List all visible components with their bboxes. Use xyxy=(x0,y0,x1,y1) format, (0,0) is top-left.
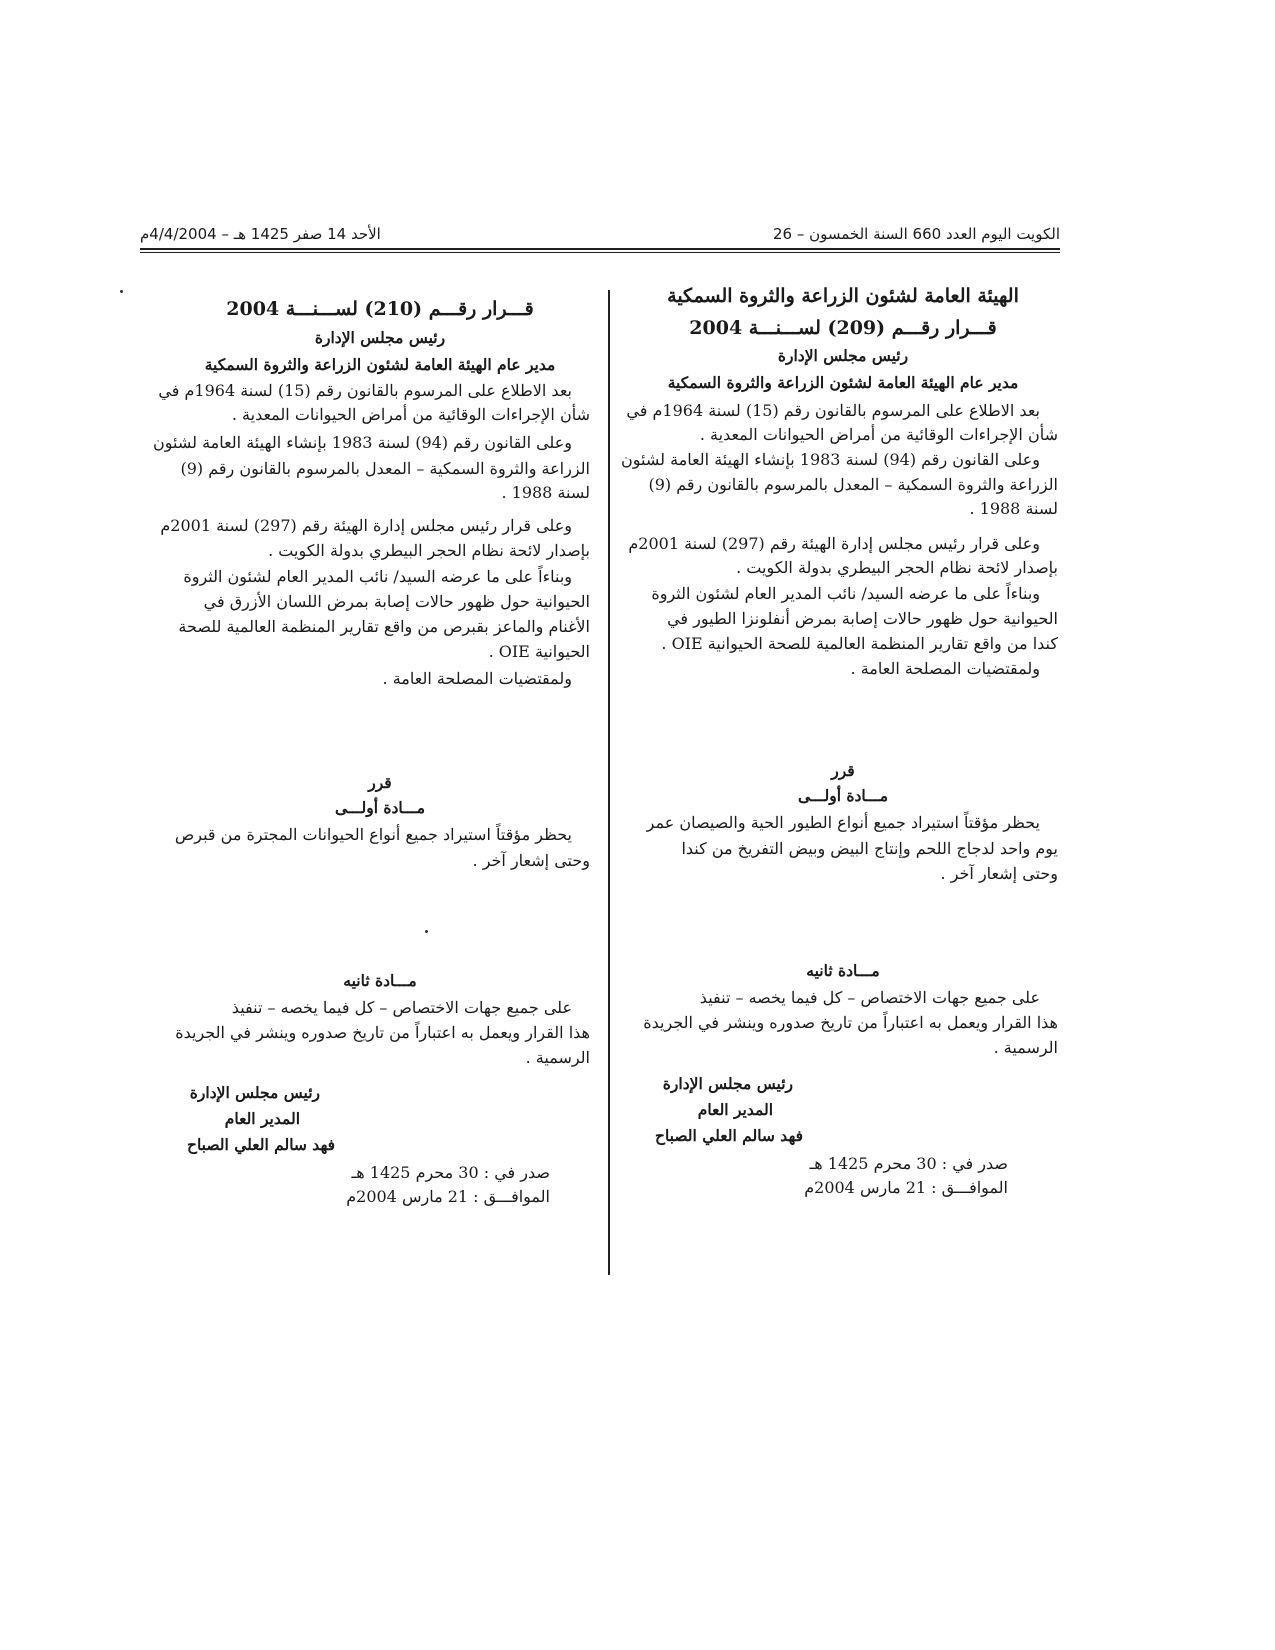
signature-role: المدير العام xyxy=(697,1100,773,1119)
header-rule xyxy=(140,248,1060,250)
gazette-date-header: الأحد 14 صفر 1425 هـ – 4/4/2004م xyxy=(140,225,381,243)
preamble-line: وعلى القانون رقم (94) لسنة 1983 بإنشاء الهيئة العامة لشئون xyxy=(620,450,1040,469)
article-1-line: يحظر مؤقتاً استيراد جميع أنواع الحيوانات المجترة من قبرص xyxy=(174,825,572,844)
preamble-line: وبناءاً على ما عرضه السيد/ نائب المدير العام لشئون الثروة xyxy=(651,584,1040,603)
chairman-line: رئيس مجلس الإدارة xyxy=(314,328,446,347)
article-1-line: وحتى إشعار آخر . xyxy=(940,864,1058,883)
signature-title: رئيس مجلس الإدارة xyxy=(189,1083,320,1102)
preamble-line: الحيوانية حول ظهور حالات إصابة بمرض أنفلونزا الطيور في xyxy=(667,609,1058,628)
preamble-line: الحيوانية OIE . xyxy=(488,642,590,661)
preamble-line: وعلى القانون رقم (94) لسنة 1983 بإنشاء الهيئة العامة لشئون xyxy=(152,433,572,452)
preamble-line: كندا من واقع تقارير المنظمة العالمية للصحة الحيوانية OIE . xyxy=(661,634,1058,653)
article-1-line: وحتى إشعار آخر . xyxy=(472,851,590,870)
decision-title: قـــرار رقـــم (209) لســـنـــة 2004 xyxy=(689,317,997,339)
signature-title: رئيس مجلس الإدارة xyxy=(662,1074,793,1093)
article-2-title: مـــادة ثانيه xyxy=(806,961,880,980)
preamble-line: ولمقتضيات المصلحة العامة . xyxy=(850,659,1040,678)
scan-speck xyxy=(425,930,428,933)
preamble-line: وبناءاً على ما عرضه السيد/ نائب المدير العام لشئون الثروة xyxy=(183,567,572,586)
signature-name: فهد سالم العلي الصباح xyxy=(186,1135,335,1154)
decided-heading: قرر xyxy=(368,773,392,792)
article-1-line: يوم واحد لدجاج اللحم وإنتاج البيض وبيض التفريخ من كندا xyxy=(681,839,1058,858)
preamble-line: الحيوانية حول ظهور حالات إصابة بمرض اللسان الأزرق في xyxy=(203,592,590,611)
preamble-line: وعلى قرار رئيس مجلس إدارة الهيئة رقم (297) لسنة 2001م xyxy=(160,516,572,535)
preamble-line: بإصدار لائحة نظام الحجر البيطري بدولة الكويت . xyxy=(736,558,1058,577)
preamble-line: الزراعة والثروة السمكية – المعدل بالمرسوم بالقانون رقم (9) xyxy=(648,475,1058,494)
article-1-title: مـــادة أولـــى xyxy=(334,798,426,817)
director-line: مدير عام الهيئة العامة لشئون الزراعة والثروة السمكية xyxy=(204,355,556,374)
column-divider xyxy=(608,290,610,1275)
article-2-title: مـــادة ثانيه xyxy=(343,971,417,990)
preamble-line: لسنة 1988 . xyxy=(501,483,590,502)
corresponding-date: الموافـــق : 21 مارس 2004م xyxy=(346,1187,550,1206)
header-rule-thin xyxy=(140,252,1060,253)
preamble-line: شأن الإجراءات الوقائية من أمراض الحيوانات المعدية . xyxy=(231,405,590,424)
director-line: مدير عام الهيئة العامة لشئون الزراعة والثروة السمكية xyxy=(667,373,1019,392)
article-2-line: هذا القرار ويعمل به اعتباراً من تاريخ صدوره وينشر في الجريدة xyxy=(643,1013,1058,1032)
article-2-line: الرسمية . xyxy=(993,1038,1058,1057)
preamble-line: الزراعة والثروة السمكية – المعدل بالمرسوم بالقانون رقم (9) xyxy=(180,459,590,478)
preamble-line: بعد الاطلاع على المرسوم بالقانون رقم (15) لسنة 1964م في xyxy=(626,401,1040,420)
article-1-title: مـــادة أولـــى xyxy=(797,786,889,805)
preamble-line: بإصدار لائحة نظام الحجر البيطري بدولة الكويت . xyxy=(268,541,590,560)
decision-title: قـــرار رقـــم (210) لســـنـــة 2004 xyxy=(226,298,534,320)
issued-date: صدر في : 30 محرم 1425 هـ xyxy=(809,1154,1008,1173)
article-2-line: على جميع جهات الاختصاص – كل فيما يخصه – تنفيذ xyxy=(699,988,1040,1007)
article-2-line: هذا القرار ويعمل به اعتباراً من تاريخ صدوره وينشر في الجريدة xyxy=(175,1023,590,1042)
signature-role: المدير العام xyxy=(224,1109,300,1128)
preamble-line: وعلى قرار رئيس مجلس إدارة الهيئة رقم (297) لسنة 2001م xyxy=(628,534,1040,553)
preamble-line: شأن الإجراءات الوقائية من أمراض الحيوانات المعدية . xyxy=(699,425,1058,444)
scan-speck xyxy=(120,290,123,293)
signature-name: فهد سالم العلي الصباح xyxy=(654,1126,803,1145)
article-2-line: الرسمية . xyxy=(525,1048,590,1067)
corresponding-date: الموافـــق : 21 مارس 2004م xyxy=(804,1178,1008,1197)
preamble-line: بعد الاطلاع على المرسوم بالقانون رقم (15) لسنة 1964م في xyxy=(158,381,572,400)
issued-date: صدر في : 30 محرم 1425 هـ xyxy=(351,1163,550,1182)
preamble-line: ولمقتضيات المصلحة العامة . xyxy=(382,669,572,688)
decided-heading: قرر xyxy=(831,761,855,780)
article-1-line: يحظر مؤقتاً استيراد جميع أنواع الطيور الحية والصيصان عمر xyxy=(646,813,1040,832)
authority-heading: الهيئة العامة لشئون الزراعة والثروة السمكية xyxy=(667,285,1019,307)
gazette-issue-header: الكويت اليوم العدد 660 السنة الخمسون – 26 xyxy=(772,225,1060,243)
preamble-line: لسنة 1988 . xyxy=(969,499,1058,518)
preamble-line: الأغنام والماعز بقبرص من واقع تقارير المنظمة العالمية للصحة xyxy=(178,617,590,636)
chairman-line: رئيس مجلس الإدارة xyxy=(777,346,909,365)
article-2-line: على جميع جهات الاختصاص – كل فيما يخصه – تنفيذ xyxy=(231,998,572,1017)
